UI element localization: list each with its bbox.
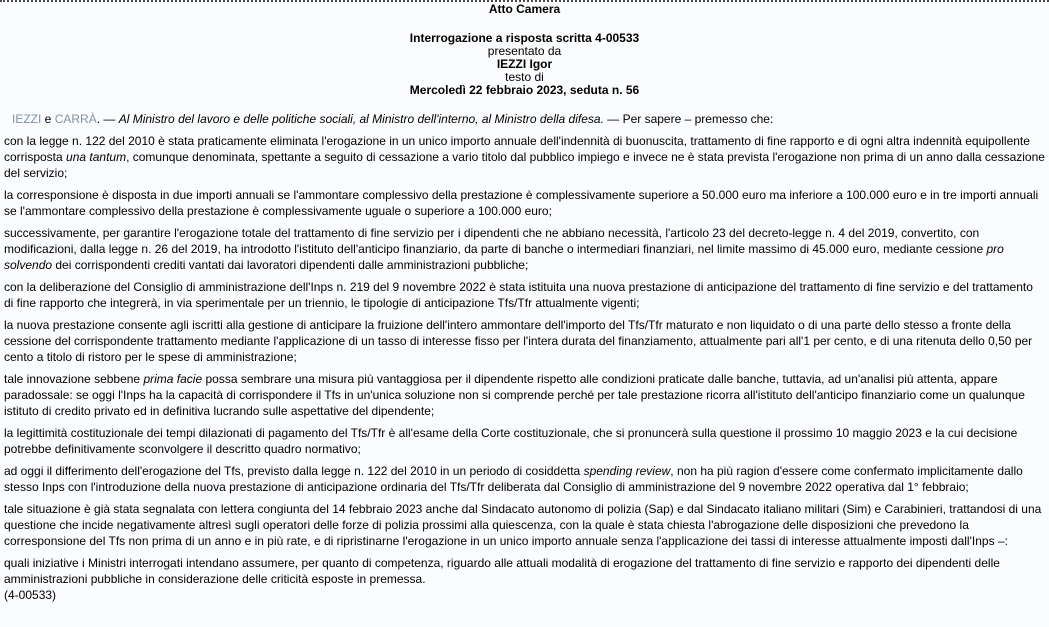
paragraph [4,111,1045,127]
document-header [4,3,1045,97]
paragraph [4,317,1045,365]
text-run: la legittimità costituzionale dei tempi dilazionati di pagamento del Tfs/Tfr è all'esame della Corte costituzionale, che si pronuncerà sulla questione il prossimo 10 maggio 2023 e la cui decisione potrebbe definitivamente sconvolgere il descritto quadro normativo; [4,426,1018,456]
text-run: e [41,112,55,126]
text-run: con la legge n. 122 del 2010 è stata praticamente eliminata l'erogazione in un unico importo annuale dell'indennità di buonuscita, trattamento di fine rapporto e di ogni altra indennità equipollente corrisposta [4,134,1030,164]
header-block [4,32,1045,97]
deputy-link-carra[interactable]: CARRÀ [54,112,97,126]
paragraph [4,187,1045,219]
paragraph [4,371,1045,419]
session-date: Mercoledì 22 febbraio 2023, seduta n. 56 [409,83,640,97]
presenter-name: IEZZI Igor [496,57,553,71]
paragraph [4,225,1045,273]
italic-text: Al Ministro del lavoro e delle politiche sociali, al Ministro dell'interno, al Ministro della difesa. [118,112,604,126]
paragraph [4,425,1045,457]
text-run: tale innovazione sebbene [4,372,144,386]
text-run: — Per sapere – premesso che: [603,112,774,126]
text-run: , non ha più ragion d'essere come confermato implicitamente dallo stesso Inps con l'introduzione della nuova prestazione di anticipazione ordinaria del Tfs/Tfr deliberata dal Consiglio di amministrazione del 9 novembre 2022 operativa dal 1° febbraio; [4,464,1023,494]
text-run: . — [96,112,119,126]
text-run: successivamente, per garantire l'erogazione totale del trattamento di fine servizio per i dipendenti che ne abbiano necessità, l'articolo 23 del decreto-legge n. 4 del 2019, convertito, con modificazioni, dalla legge n. 26 del 2019, ha introdotto l'istituto dell'anticipo finanziario, da parte di banche o intermediari finanziari, nel limite massimo di 45.000 euro, mediante cessione [4,226,987,256]
paragraph [4,501,1045,549]
presented-by-label: presentato da [487,44,562,58]
text-run: dei corrispondenti crediti vantati dai lavoratori dipendenti dalle amministrazioni pubbliche; [52,258,529,272]
document-body [4,111,1045,603]
paragraph [4,463,1045,495]
text-run: (4-00533) [4,588,57,602]
paragraph [4,555,1045,603]
italic-text: spending review [583,464,671,478]
text-run: la nuova prestazione consente agli iscritti alla gestione di anticipare la fruizione dell'intero ammontare dell'importo del Tfs/Tfr maturato e non liquidato o di una parte dello stesso a fronte della cessione del corrispondente trattamento mediante l'applicazione di un tasso di interesse fisso per l'intera durata del finanziamento, attualmente pari all'1 per cento, e di una ritenuta dello 0,50 per cento a titolo di ristoro per le spese di amministrazione; [4,318,1033,364]
document-title: Interrogazione a risposta scritta 4-00533 [409,31,640,45]
paragraph [4,279,1045,311]
act-type-heading: Atto Camera [488,2,561,16]
deputy-link-iezzi[interactable]: IEZZI [12,112,42,126]
text-run: quali iniziative i Ministri interrogati intendano assumere, per quanto di competenza, riguardo alle attuali modalità di erogazione del trattamento di fine servizio e rapporto dei dipendenti delle amministrazioni pubbliche in considerazione delle criticità esposte in premessa. [4,556,1000,586]
text-run: ad oggi il differimento dell'erogazione del Tfs, previsto dalla legge n. 122 del 2010 in un periodo di cosiddetta [4,464,584,478]
italic-text: prima facie [143,372,203,386]
italic-text: pro solvendo [4,242,1004,272]
text-run: , comunque denominata, spettante a seguito di cessazione a vario titolo dal pubblico impiego e invece ne è stata prevista l'erogazione non prima di un anno dalla cessazione del servizio; [4,150,1045,180]
italic-text: una tantum [66,150,127,164]
text-run: possa sembrare una misura più vantaggiosa per il dipendente rispetto alle condizioni praticate dalle banche, tuttavia, ad un'analisi più attenta, appare paradossale: se oggi l'Inps ha la capacità di corrispondere il Tfs in un'unica soluzione non si comprende perché per tale prestazione ricorra all'istituto dell'anticipo finanziario come un qualunque istituto di credito privato ed in definitiva lucrando sulle aspettative del dipendente; [4,372,1025,418]
paragraph [4,133,1045,181]
text-of-label: testo di [505,70,544,84]
text-run: la corresponsione è disposta in due importi annuali se l'ammontare complessivo della prestazione è complessivamente superiore a 50.000 euro ma inferiore a 100.000 euro e in tre importi annuali se l'ammontare complessivo della prestazione è complessivamente uguale o superiore a 100.000 euro; [4,188,1039,218]
text-run: con la deliberazione del Consiglio di amministrazione dell'Inps n. 219 del 9 novembre 2022 è stata istituita una nuova prestazione di anticipazione del trattamento di fine servizio e del trattamento di fine rapporto che integrerà, in via sperimentale per un triennio, le tipologie di anticipazione Tfs/Tfr attualmente vigenti; [4,280,1033,310]
text-run: tale situazione è già stata segnalata con lettera congiunta del 14 febbraio 2023 anche dal Sindacato autonomo di polizia (Sap) e dal Sindacato italiano militari (Sim) e Carabinieri, trattandosi di una questione che incide negativamente altresì sugli operatori delle forze di polizia prossimi alla quiescenza, con la quale è stata chiesta l'abrogazione delle disposizioni che prevedono la corresponsione del Tfs non prima di un anno e in più rate, e di ripristinarne l'erogazione in un unico importo annuale senza l'applicazione dei tassi di interesse attualmente imposti dall'Inps –: [4,502,1042,548]
